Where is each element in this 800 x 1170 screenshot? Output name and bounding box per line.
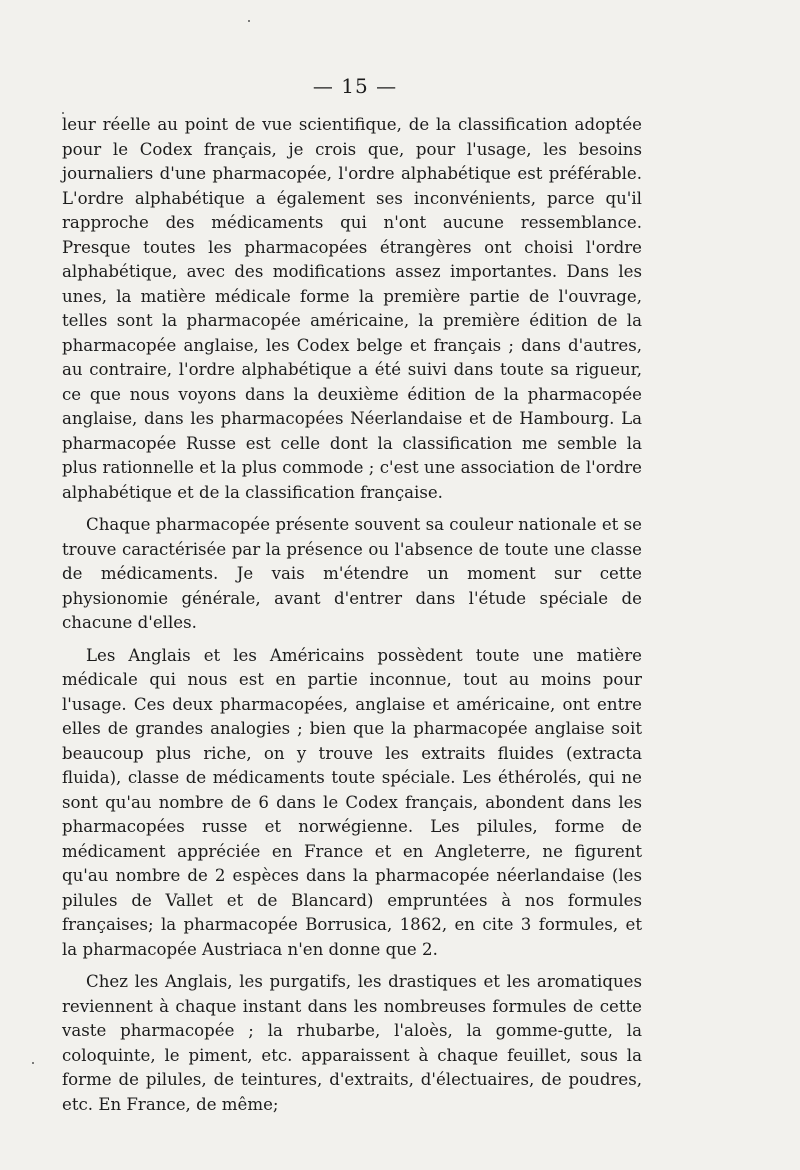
body-text: [62, 113, 642, 1117]
paragraph-3: Les Anglais et les Américains possèdent toute une matière médicale qui nous est en partie inconnue, tout au moins pour l'usage. Ces deux pharmacopées, anglaise et américaine, ont entre elles de grandes analogies ; bien que la pharmacopée anglaise soit beaucoup plus riche, on y trouve les extraits fluides (extracta fluida), classe de médicaments toute spéciale. Les éthérolés, qui ne sont qu'au nombre de 6 dans le Codex français, abondent dans les pharmacopées russe et norwégienne. Les pilules, forme de médicament appréciée en France et en Angleterre, ne figurent qu'au nombre de 2 espèces dans la pharmacopée néerlandaise (les pilules de Vallet et de Blancard) empruntées à nos formules françaises; la pharmacopée Borrusica, 1862, en cite 3 formules, et la pharmacopée Austriaca n'en donne que 2.: [62, 645, 642, 959]
paragraph-4: Chez les Anglais, les purgatifs, les drastiques et les aromatiques reviennent à chaque instant dans les nombreuses formules de cette vaste pharmacopée ; la rhubarbe, l'aloès, la gomme-gutte, la coloquinte, le piment, etc. apparaissent à chaque feuillet, sous la forme de pilules, de teintures, d'extraits, d'électuaires, de poudres, etc. En France, de même;: [62, 972, 642, 1114]
paragraph-1: leur réelle au point de vue scientifique, de la classification adoptée pour le Codex français, je crois que, pour l'usage, les besoins journaliers d'une pharmacopée, l'ordre alphabétique est préférable. L'ordre alphabétique a également ses inconvénients, parce qu'il rapproche des médicaments qui n'ont aucune ressemblance. Presque toutes les pharmacopées étrangères ont choisi l'ordre alphabétique, avec des modifications assez importantes. Dans les unes, la matière médicale forme la première partie de l'ouvrage, telles sont la pharmacopée américaine, la première édition de la pharmacopée anglaise, les Codex belge et français ; dans d'autres, au contraire, l'ordre alphabétique a été suivi dans toute sa rigueur, ce que nous voyons dans la deuxième édition de la pharmacopée anglaise, dans les pharmacopées Néerlandaise et de Hambourg. La pharmacopée Russe est celle dont la classification me semble la plus rationnelle et la plus commode ; c'est une association de l'ordre alphabétique et de la classification française.: [62, 115, 642, 502]
paper-speck: [32, 1062, 34, 1064]
paper-speck: [248, 20, 250, 22]
paper-speck: [62, 112, 64, 114]
paragraph-2: Chaque pharmacopée présente souvent sa couleur nationale et se trouve caractérisée par la présence ou l'absence de toute une classe de médicaments. Je vais m'étendre un moment sur cette physionomie générale, avant d'entrer dans l'étude spéciale de chacune d'elles.: [62, 515, 642, 632]
page-number: — 15 —: [312, 74, 398, 98]
